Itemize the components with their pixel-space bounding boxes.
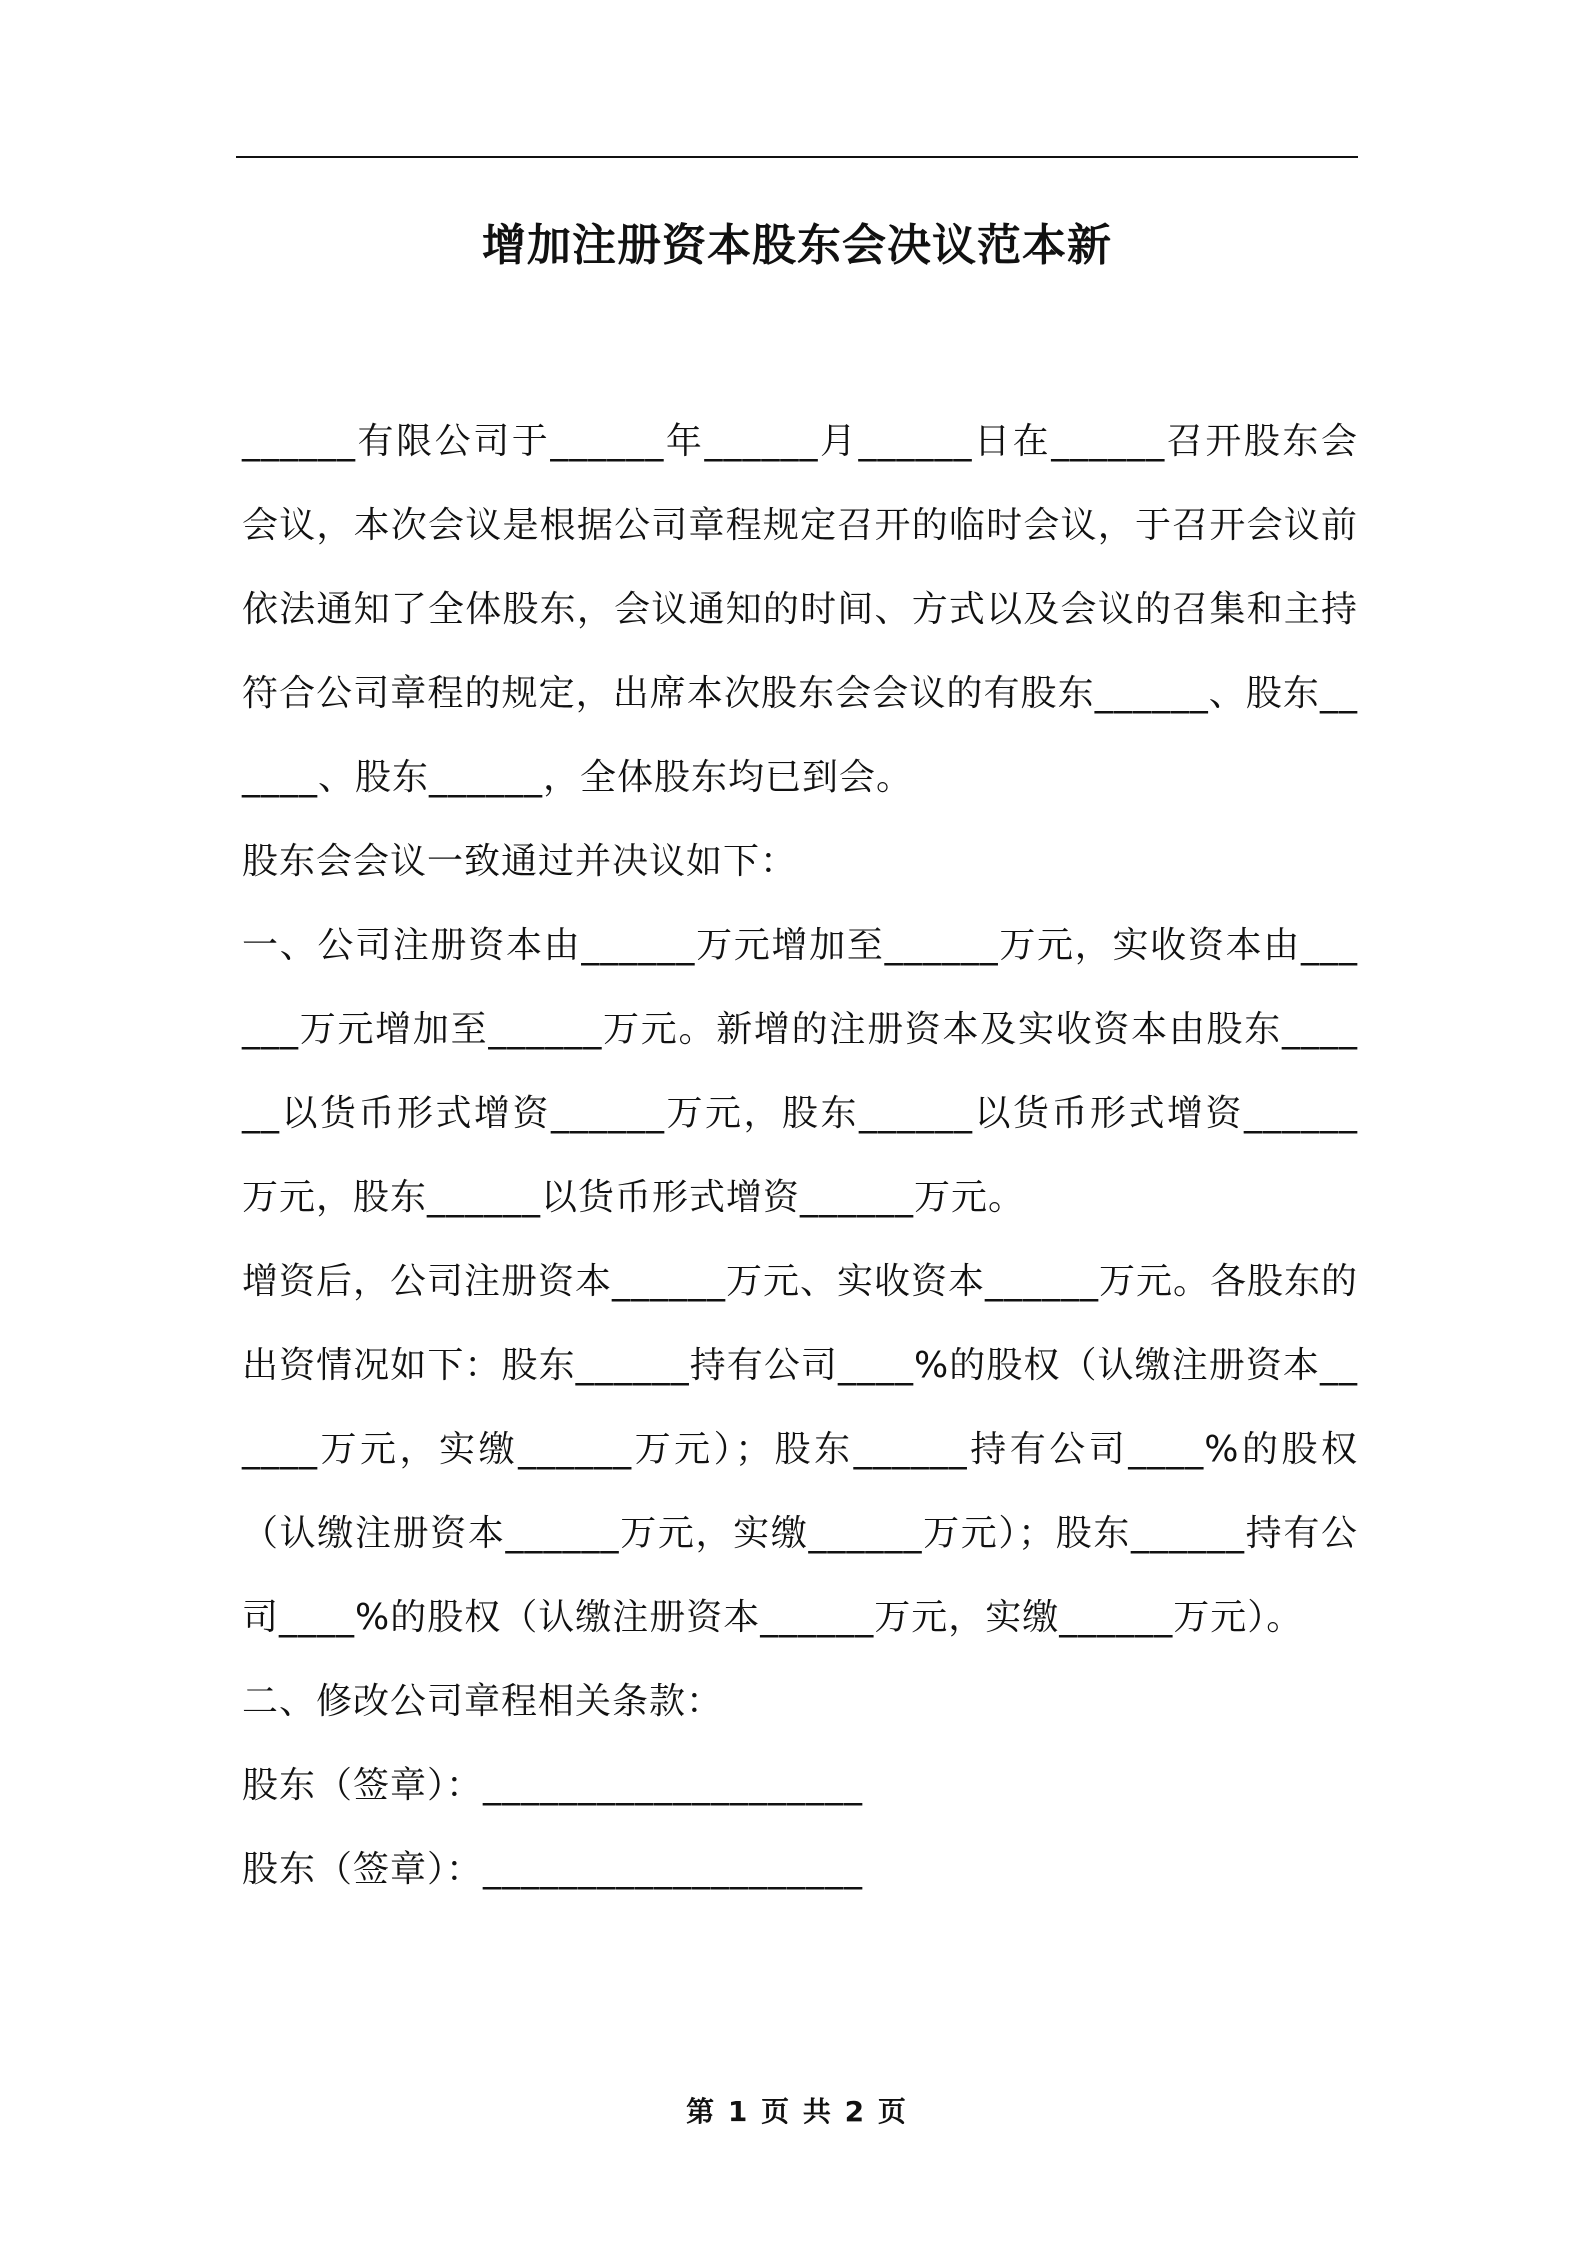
shareholder-signature-line: 股东（签章）：____________________	[242, 1849, 864, 1890]
document-title: 增加注册资本股东会决议范本新	[482, 220, 1112, 271]
resolution-lead-paragraph: 股东会会议一致通过并决议如下：	[242, 841, 798, 882]
shareholder-signature-line: 股东（签章）：____________________	[242, 1765, 864, 1806]
meeting-intro-paragraph: ______有限公司于______年______月______日在______召开股东会会议，本次会议是根据公司章程规定召开的临时会议，于召开会议前依法通知了全体股东，会议通知的时间、方式以及会议的召集和主持符合公司章程的规定，出席本次股东会会议的有股东______、股东______、股东______，全体股东均已到会。	[242, 421, 1358, 798]
shareholding-paragraph: 增资后，公司注册资本______万元、实收资本______万元。各股东的出资情况如下：股东______持有公司____%的股权（认缴注册资本______万元，实缴______万元）；股东______持有公司____%的股权（认缴注册资本______万元，实缴______万元）；股东______持有公司____%的股权（认缴注册资本______万元，实缴______万元）。	[242, 1261, 1359, 1638]
header-rule	[236, 156, 1358, 158]
page-number-footer: 第 1 页 共 2 页	[686, 2095, 908, 2128]
document-body	[242, 400, 1358, 1912]
capital-increase-paragraph: 一、公司注册资本由______万元增加至______万元，实收资本由______万元增加至______万元。新增的注册资本及实收资本由股东______以货币形式增资______万元，股东______以货币形式增资______万元，股东______以货币形式增资______万元。	[242, 925, 1358, 1218]
articles-amendment-paragraph: 二、修改公司章程相关条款：	[242, 1681, 724, 1722]
